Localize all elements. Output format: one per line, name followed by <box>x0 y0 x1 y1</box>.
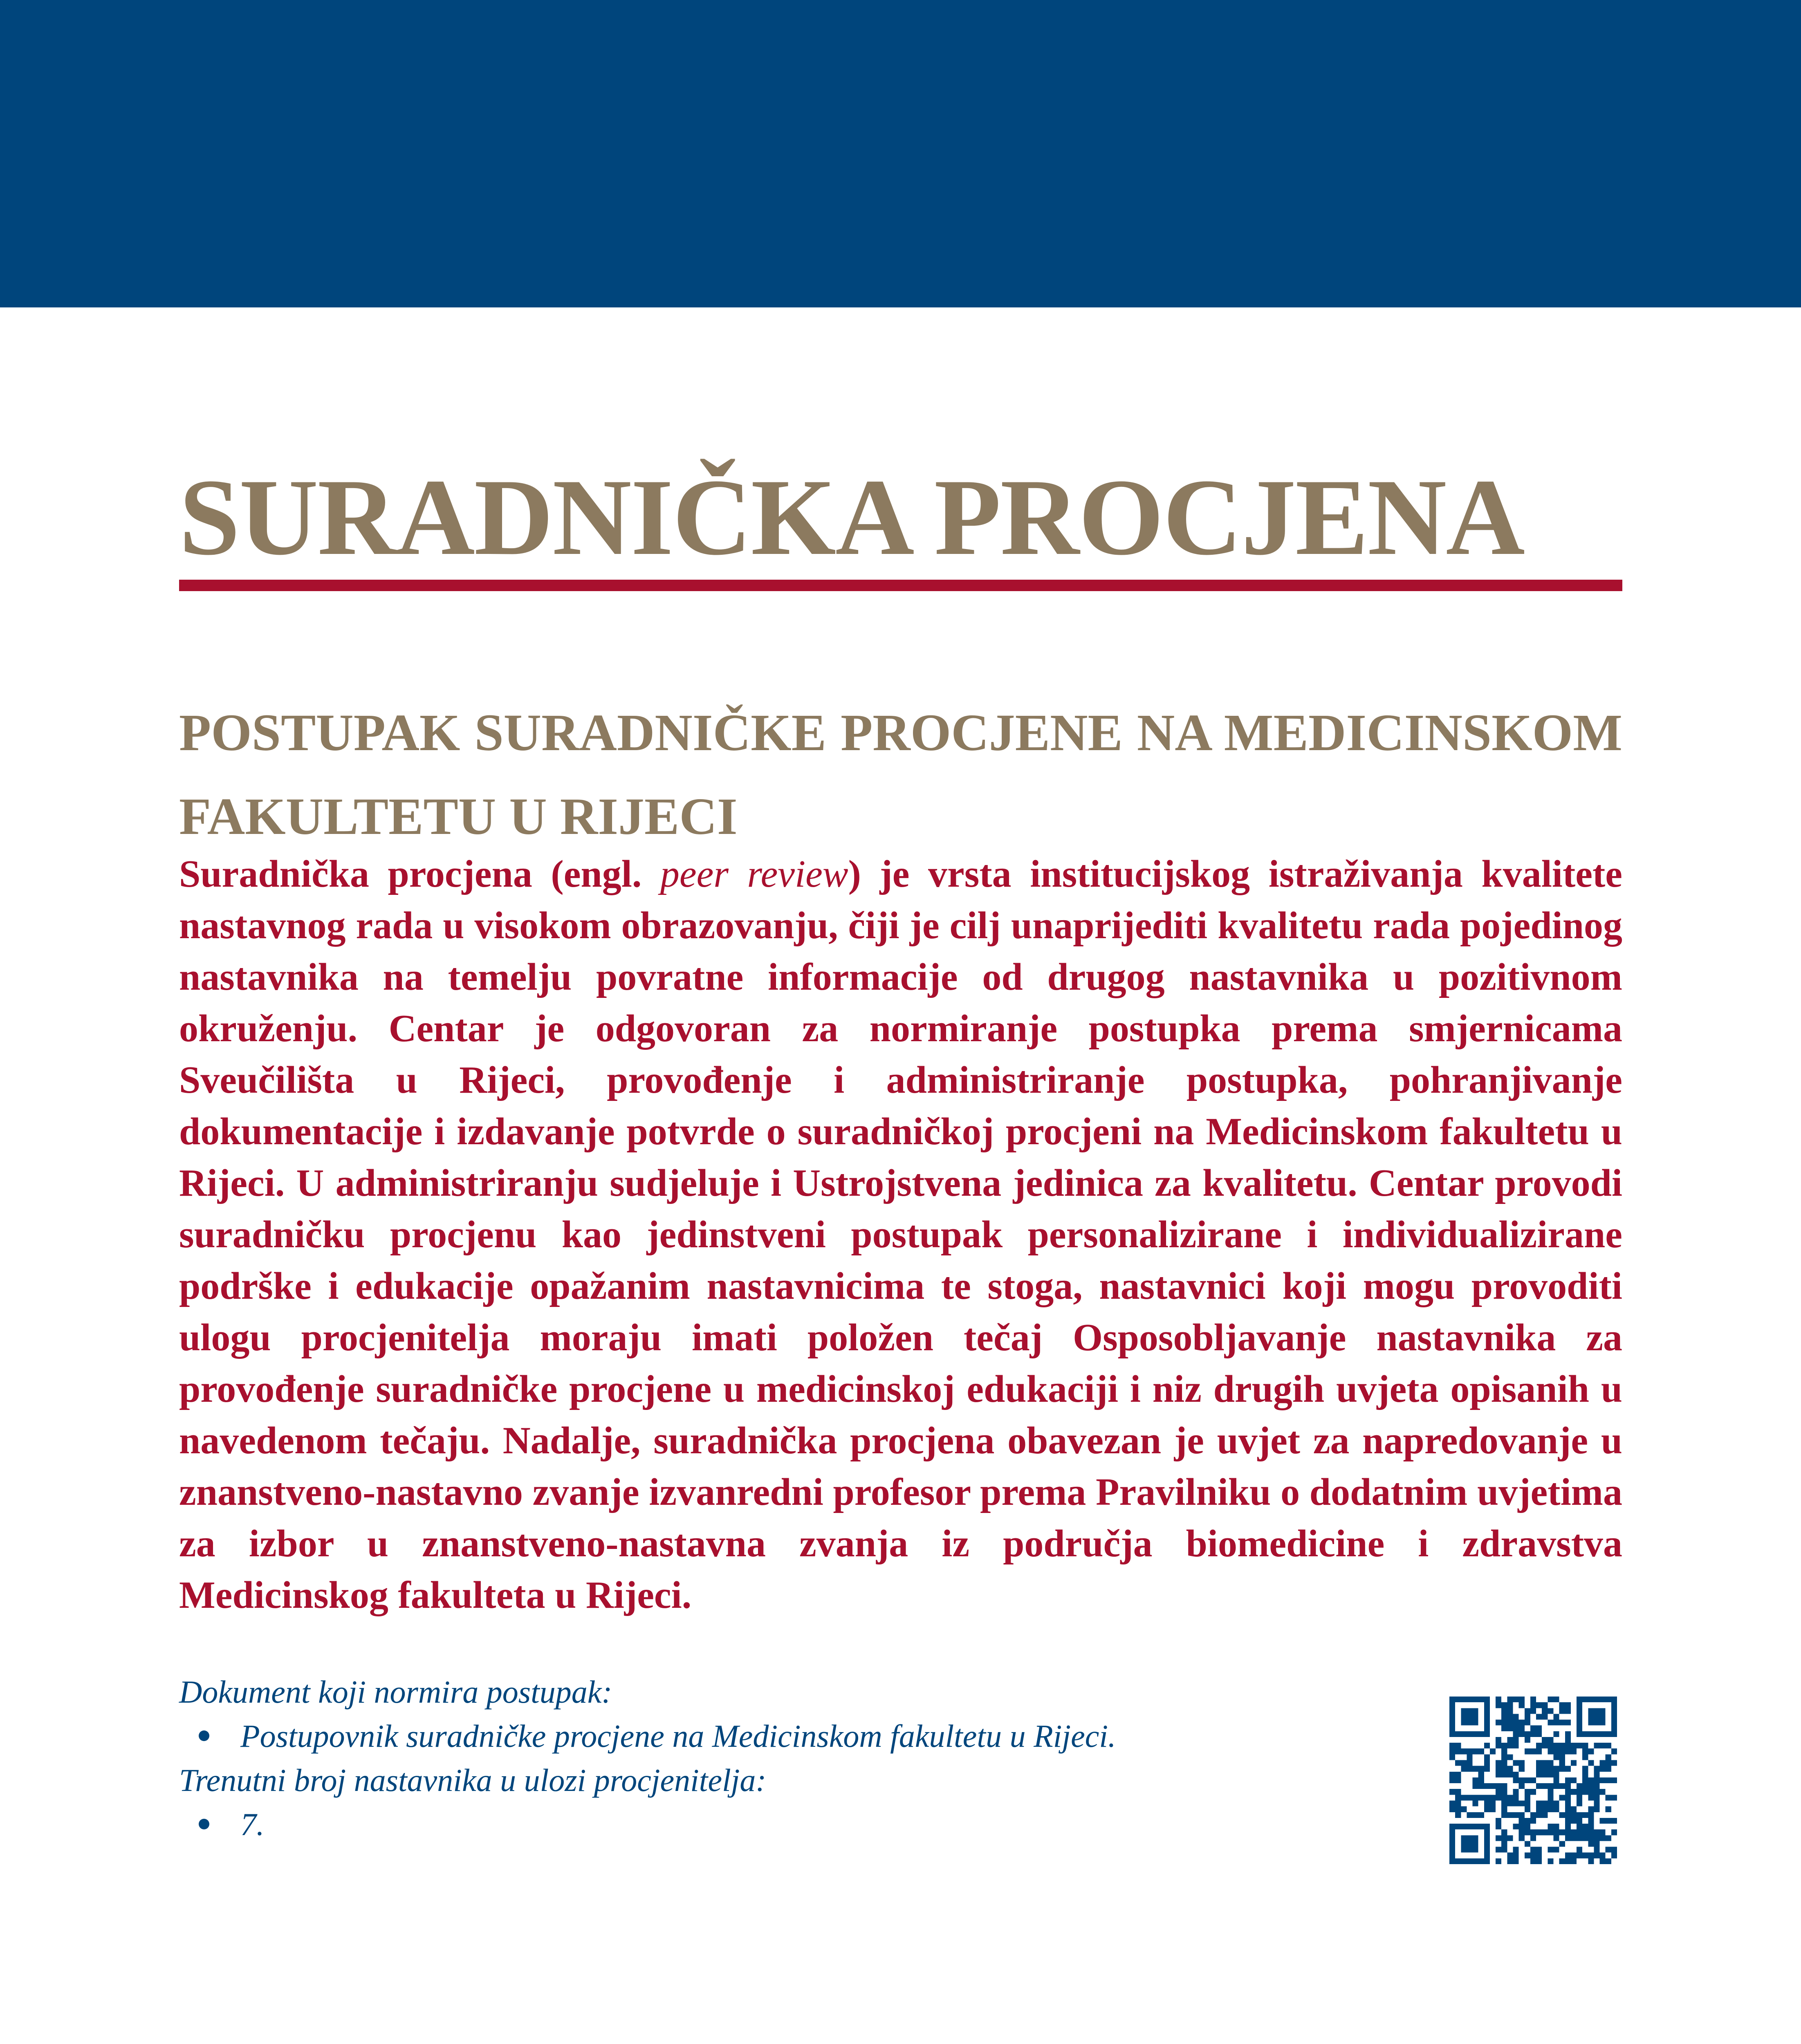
document-list <box>179 1714 1365 1758</box>
page-title: SURADNIČKA PROCJENA <box>179 456 1524 578</box>
body-rest: ) je vrsta institucijskog istraživanja kvalitete nastavnog rada u visokom obrazovanju, čiji je cilj unaprijediti kvalitetu rada pojedinog nastavnika na temelju povratne informacije od drugog nastavnika u pozitivnom okruženju. Centar je odgovoran za normiranje postupka prema smjernicama Sveučilišta u Rijeci, provođenje i administriranje postupka, pohranjivanje dokumentacije i izdavanje potvrde o suradničkoj procjeni na Medicinskom fakultetu u Rijeci. U administriranju sudjeluje i Ustrojstvena jedinica za kvalitetu. Centar provodi suradničku procjenu kao jedinstveni postupak personalizirane i individualizirane podrške i edukacije opažanim nastavnicima te stoga, nastavnici koji mogu provoditi ulogu procjenitelja moraju imati položen tečaj Osposobljavanje nastavnika za provođenje suradničke procjene u medicinskoj edukaciji i niz drugih uvjeta opisanih u navedenom tečaju. Nadalje, suradnička procjena obavezan je uvjet za napredovanje u znanstveno-nastavno zvanje izvanredni profesor prema Pravilniku o dodatnim uvjetima za izbor u znanstveno-nastavna zvanja iz područja biomedicine i zdravstva Medicinskog fakulteta u Rijeci. <box>179 853 1622 1616</box>
count-label: Trenutni broj nastavnika u ulozi procjenitelja: <box>179 1762 767 1798</box>
title-underline <box>179 580 1622 591</box>
list-item: Postupovnik suradničke procjene na Medicinskom fakultetu u Rijeci. <box>240 1714 1365 1758</box>
body-paragraph <box>179 848 1622 1621</box>
body-term: peer review <box>660 853 848 895</box>
list-item: 7. <box>240 1802 1365 1847</box>
header-band <box>0 0 1801 307</box>
document-label: Dokument koji normira postupak: <box>179 1674 612 1710</box>
qr-code-icon[interactable] <box>1449 1697 1617 1864</box>
count-list <box>179 1802 1365 1847</box>
info-block <box>179 1670 1365 1847</box>
body-intro: Suradnička procjena (engl. <box>179 853 660 895</box>
section-subtitle: POSTUPAK SURADNIČKE PROCJENE NA MEDICINSKOM FAKULTETU U RIJECI <box>179 704 1622 845</box>
